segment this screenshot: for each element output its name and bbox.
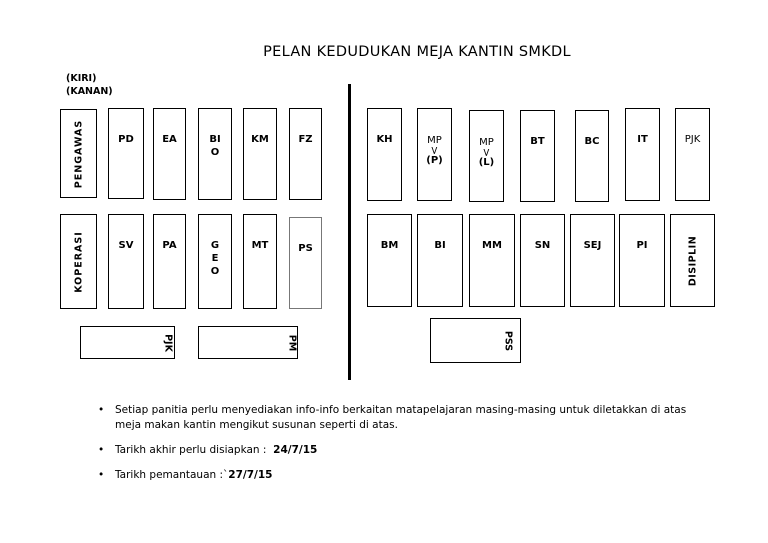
table-label: BT: [530, 136, 545, 147]
table-koperasi: [60, 214, 97, 309]
note-label: Tarikh akhir perlu disiapkan :: [115, 444, 267, 456]
table-fz: [289, 108, 322, 200]
table-sn: [520, 214, 565, 307]
table-label: KM: [251, 134, 269, 145]
table-label: DISIPLIN: [687, 235, 698, 286]
table-label: PS: [298, 243, 313, 254]
table-sv: [108, 214, 144, 309]
table-bc: [575, 110, 609, 202]
table-label: MT: [251, 240, 269, 251]
side-label-left: (KIRI): [66, 73, 97, 84]
table-label: PM: [286, 334, 298, 351]
table-label: KOPERASI: [73, 230, 84, 293]
table-pengawas: [60, 109, 97, 198]
page-title: PELAN KEDUDUKAN MEJA KANTIN SMKDL: [263, 44, 571, 60]
table-label: PA: [162, 240, 177, 251]
table-ea: [153, 108, 186, 200]
bullet: •: [98, 444, 105, 456]
list-item: [98, 443, 708, 458]
table-label: PSS: [502, 330, 514, 351]
table-label: BM: [380, 240, 399, 251]
monitoring-date: 27/7/15: [228, 469, 273, 481]
table-label: SV: [118, 240, 134, 251]
table-mt: [243, 214, 277, 309]
table-pss: [430, 318, 521, 363]
table-label: SN: [534, 240, 551, 251]
table-sublabel: (P): [426, 155, 443, 166]
table-mm: [469, 214, 515, 307]
table-bio: [198, 108, 232, 200]
table-disiplin: [670, 214, 715, 307]
table-pjk-left: [80, 326, 175, 359]
arrow-icon: >: [428, 145, 441, 156]
table-pjk-right: [675, 108, 710, 201]
table-pd: [108, 108, 144, 199]
table-pm: [198, 326, 298, 359]
table-label: PENGAWAS: [73, 119, 84, 188]
note-label: Tarikh pemantauan :`: [115, 469, 229, 481]
bullet: •: [98, 404, 105, 416]
table-pi: [619, 214, 665, 307]
table-bm: [367, 214, 412, 307]
table-label: MP: [479, 137, 494, 148]
side-label-right: (KANAN): [66, 86, 113, 97]
table-mp-p: [417, 108, 452, 201]
table-label: PJK: [162, 333, 174, 352]
table-label: PI: [636, 240, 648, 251]
table-label: PD: [118, 134, 134, 145]
list-item: [98, 468, 708, 483]
table-geo: [198, 214, 232, 309]
table-label: FZ: [298, 134, 313, 145]
table-kh: [367, 108, 402, 201]
table-sej: [570, 214, 615, 307]
table-label: PJK: [684, 134, 701, 145]
table-it: [625, 108, 660, 201]
table-label: GEO: [210, 240, 220, 277]
bullet: •: [98, 469, 105, 481]
table-bt: [520, 110, 555, 202]
table-label: SEJ: [583, 240, 602, 251]
table-label: BI: [434, 240, 446, 251]
table-label: MP: [427, 135, 442, 146]
table-label: EA: [162, 134, 177, 145]
arrow-icon: >: [480, 147, 493, 158]
table-label: KH: [376, 134, 393, 145]
table-km: [243, 108, 277, 200]
table-bi: [417, 214, 463, 307]
table-label: MM: [482, 240, 502, 251]
table-pa: [153, 214, 186, 309]
table-label: BIO: [209, 134, 221, 158]
center-divider: [348, 84, 351, 380]
table-label: IT: [637, 134, 648, 145]
table-sublabel: (L): [478, 157, 495, 168]
note-text: Setiap panitia perlu menyediakan info-info berkaitan matapelajaran masing-masing untuk diletakkan di atas meja makan kantin mengikut susunan seperti di atas.: [115, 404, 687, 431]
table-ps: [289, 217, 322, 309]
deadline-date: 24/7/15: [273, 444, 318, 456]
list-item: [98, 403, 708, 433]
table-mp-l: [469, 110, 504, 202]
notes-list: [98, 403, 708, 493]
table-label: BC: [584, 136, 600, 147]
